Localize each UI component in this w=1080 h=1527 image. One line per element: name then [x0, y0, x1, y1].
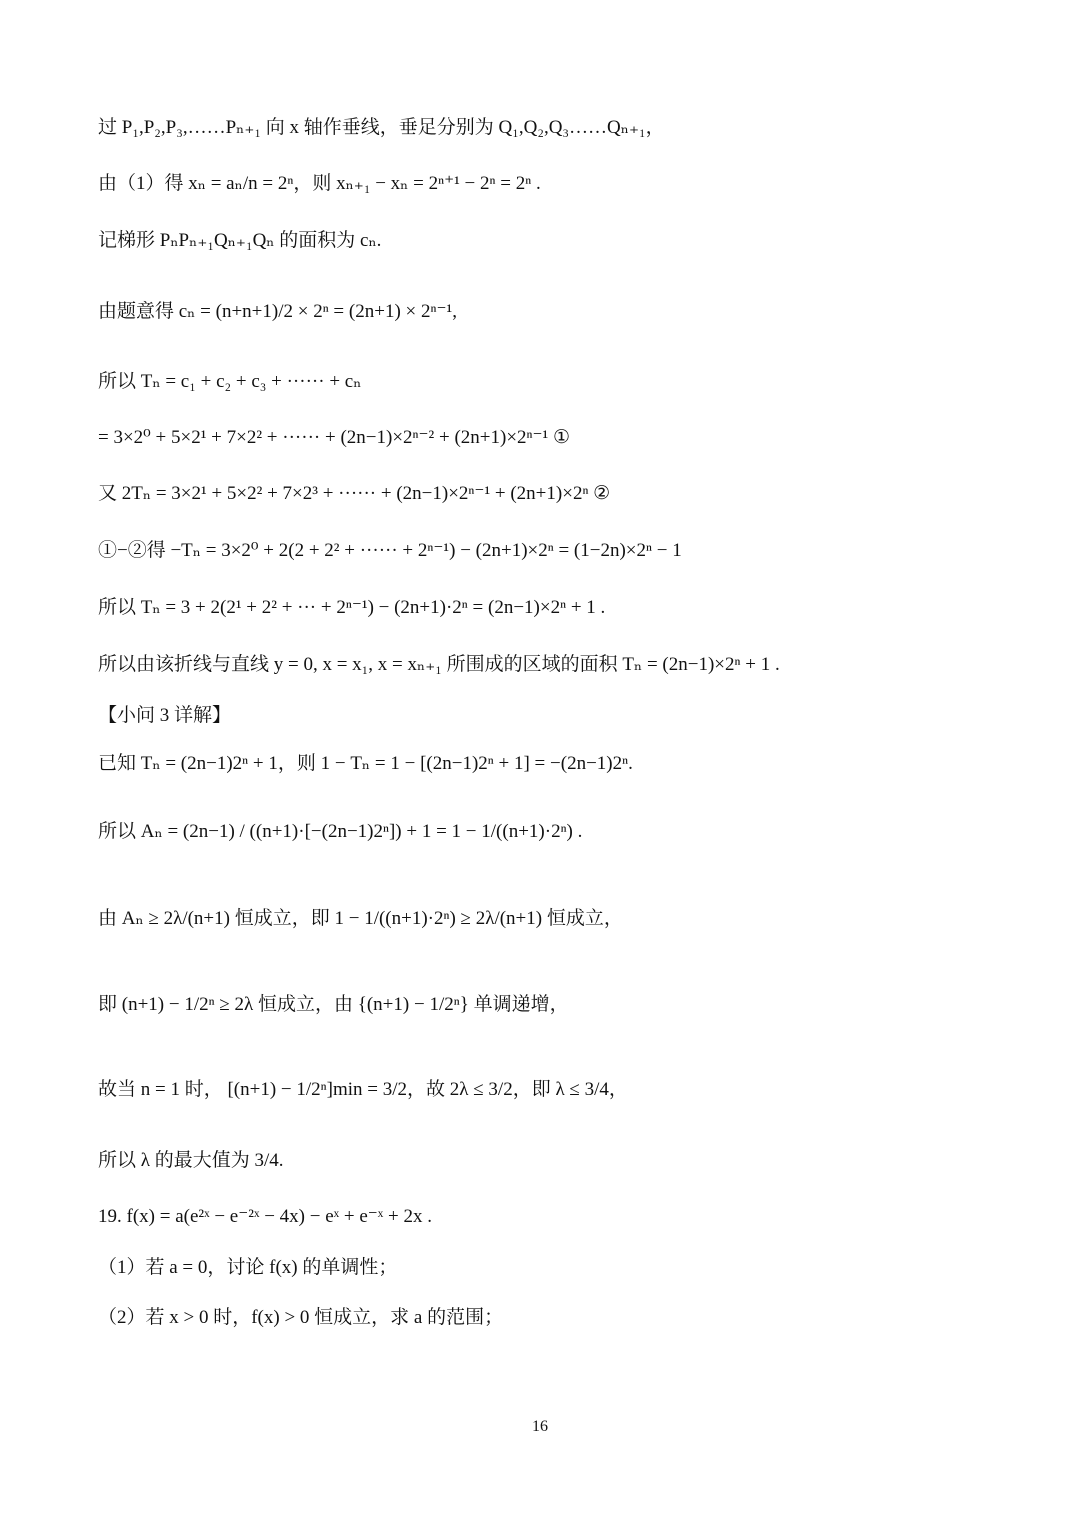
line-area-conclusion: 所以由该折线与直线 y = 0, x = x₁, x = xₙ₊₁ 所围成的区域的面积 Tₙ = (2n−1)×2ⁿ + 1 . [98, 654, 780, 675]
line-tn-sum: 所以 Tₙ = c₁ + c₂ + c₃ + ······ + cₙ [98, 371, 362, 392]
line-equation-2: 又 2Tₙ = 3×2¹ + 5×2² + 7×2³ + ······ + (2n−1)×2ⁿ⁻¹ + (2n+1)×2ⁿ ② [98, 483, 611, 504]
line-an-formula: 所以 Aₙ = (2n−1) / ((n+1)·[−(2n−1)2ⁿ]) + 1 = 1 − 1/((n+1)·2ⁿ) . [98, 821, 583, 842]
problem-19-part-1: （1）若 a = 0，讨论 f(x) 的单调性； [98, 1257, 398, 1278]
problem-19: 19. f(x) = a(e²ˣ − e⁻²ˣ − 4x) − eˣ + e⁻ˣ + 2x . [98, 1206, 433, 1227]
line-inequality: 由 Aₙ ≥ 2λ/(n+1) 恒成立，即 1 − 1/((n+1)·2ⁿ) ≥ 2λ/(n+1) 恒成立， [98, 908, 623, 929]
section-heading: 【小问 3 详解】 [98, 705, 232, 726]
line-minimum: 故当 n = 1 时， [(n+1) − 1/2ⁿ]min = 3/2，故 2λ ≤ 3/2，即 λ ≤ 3/4， [98, 1079, 628, 1100]
problem-19-part-2: （2）若 x > 0 时，f(x) > 0 恒成立，求 a 的范围； [98, 1307, 504, 1328]
line-given-tn: 已知 Tₙ = (2n−1)2ⁿ + 1，则 1 − Tₙ = 1 − [(2n−1)2ⁿ + 1] = −(2n−1)2ⁿ. [98, 753, 633, 774]
line-xn-formula: 由（1）得 xₙ = aₙ/n = 2ⁿ，则 xₙ₊₁ − xₙ = 2ⁿ⁺¹ − 2ⁿ = 2ⁿ . [98, 173, 541, 194]
line-trapezoid-area: 记梯形 PₙPₙ₊₁Qₙ₊₁Qₙ 的面积为 cₙ. [98, 230, 382, 251]
line-cn-formula: 由题意得 cₙ = (n+n+1)/2 × 2ⁿ = (2n+1) × 2ⁿ⁻¹, [98, 301, 457, 322]
page-number: 16 [532, 1418, 548, 1435]
line-max-lambda: 所以 λ 的最大值为 3/4. [98, 1150, 284, 1171]
line-equation-1: = 3×2⁰ + 5×2¹ + 7×2² + ······ + (2n−1)×2ⁿ⁻² + (2n+1)×2ⁿ⁻¹ ① [98, 427, 571, 448]
line-subtract: ①−②得 −Tₙ = 3×2⁰ + 2(2 + 2² + ······ + 2ⁿ⁻¹) − (2n+1)×2ⁿ = (1−2n)×2ⁿ − 1 [98, 540, 682, 561]
line-perpendiculars: 过 P₁,P₂,P₃,……Pₙ₊₁ 向 x 轴作垂线，垂足分别为 Q₁,Q₂,Q₃……Qₙ₊₁， [98, 117, 665, 138]
line-tn-result: 所以 Tₙ = 3 + 2(2¹ + 2² + ··· + 2ⁿ⁻¹) − (2n+1)·2ⁿ = (2n−1)×2ⁿ + 1 . [98, 597, 606, 618]
line-monotonic: 即 (n+1) − 1/2ⁿ ≥ 2λ 恒成立，由 {(n+1) − 1/2ⁿ} 单调递增， [98, 994, 569, 1015]
